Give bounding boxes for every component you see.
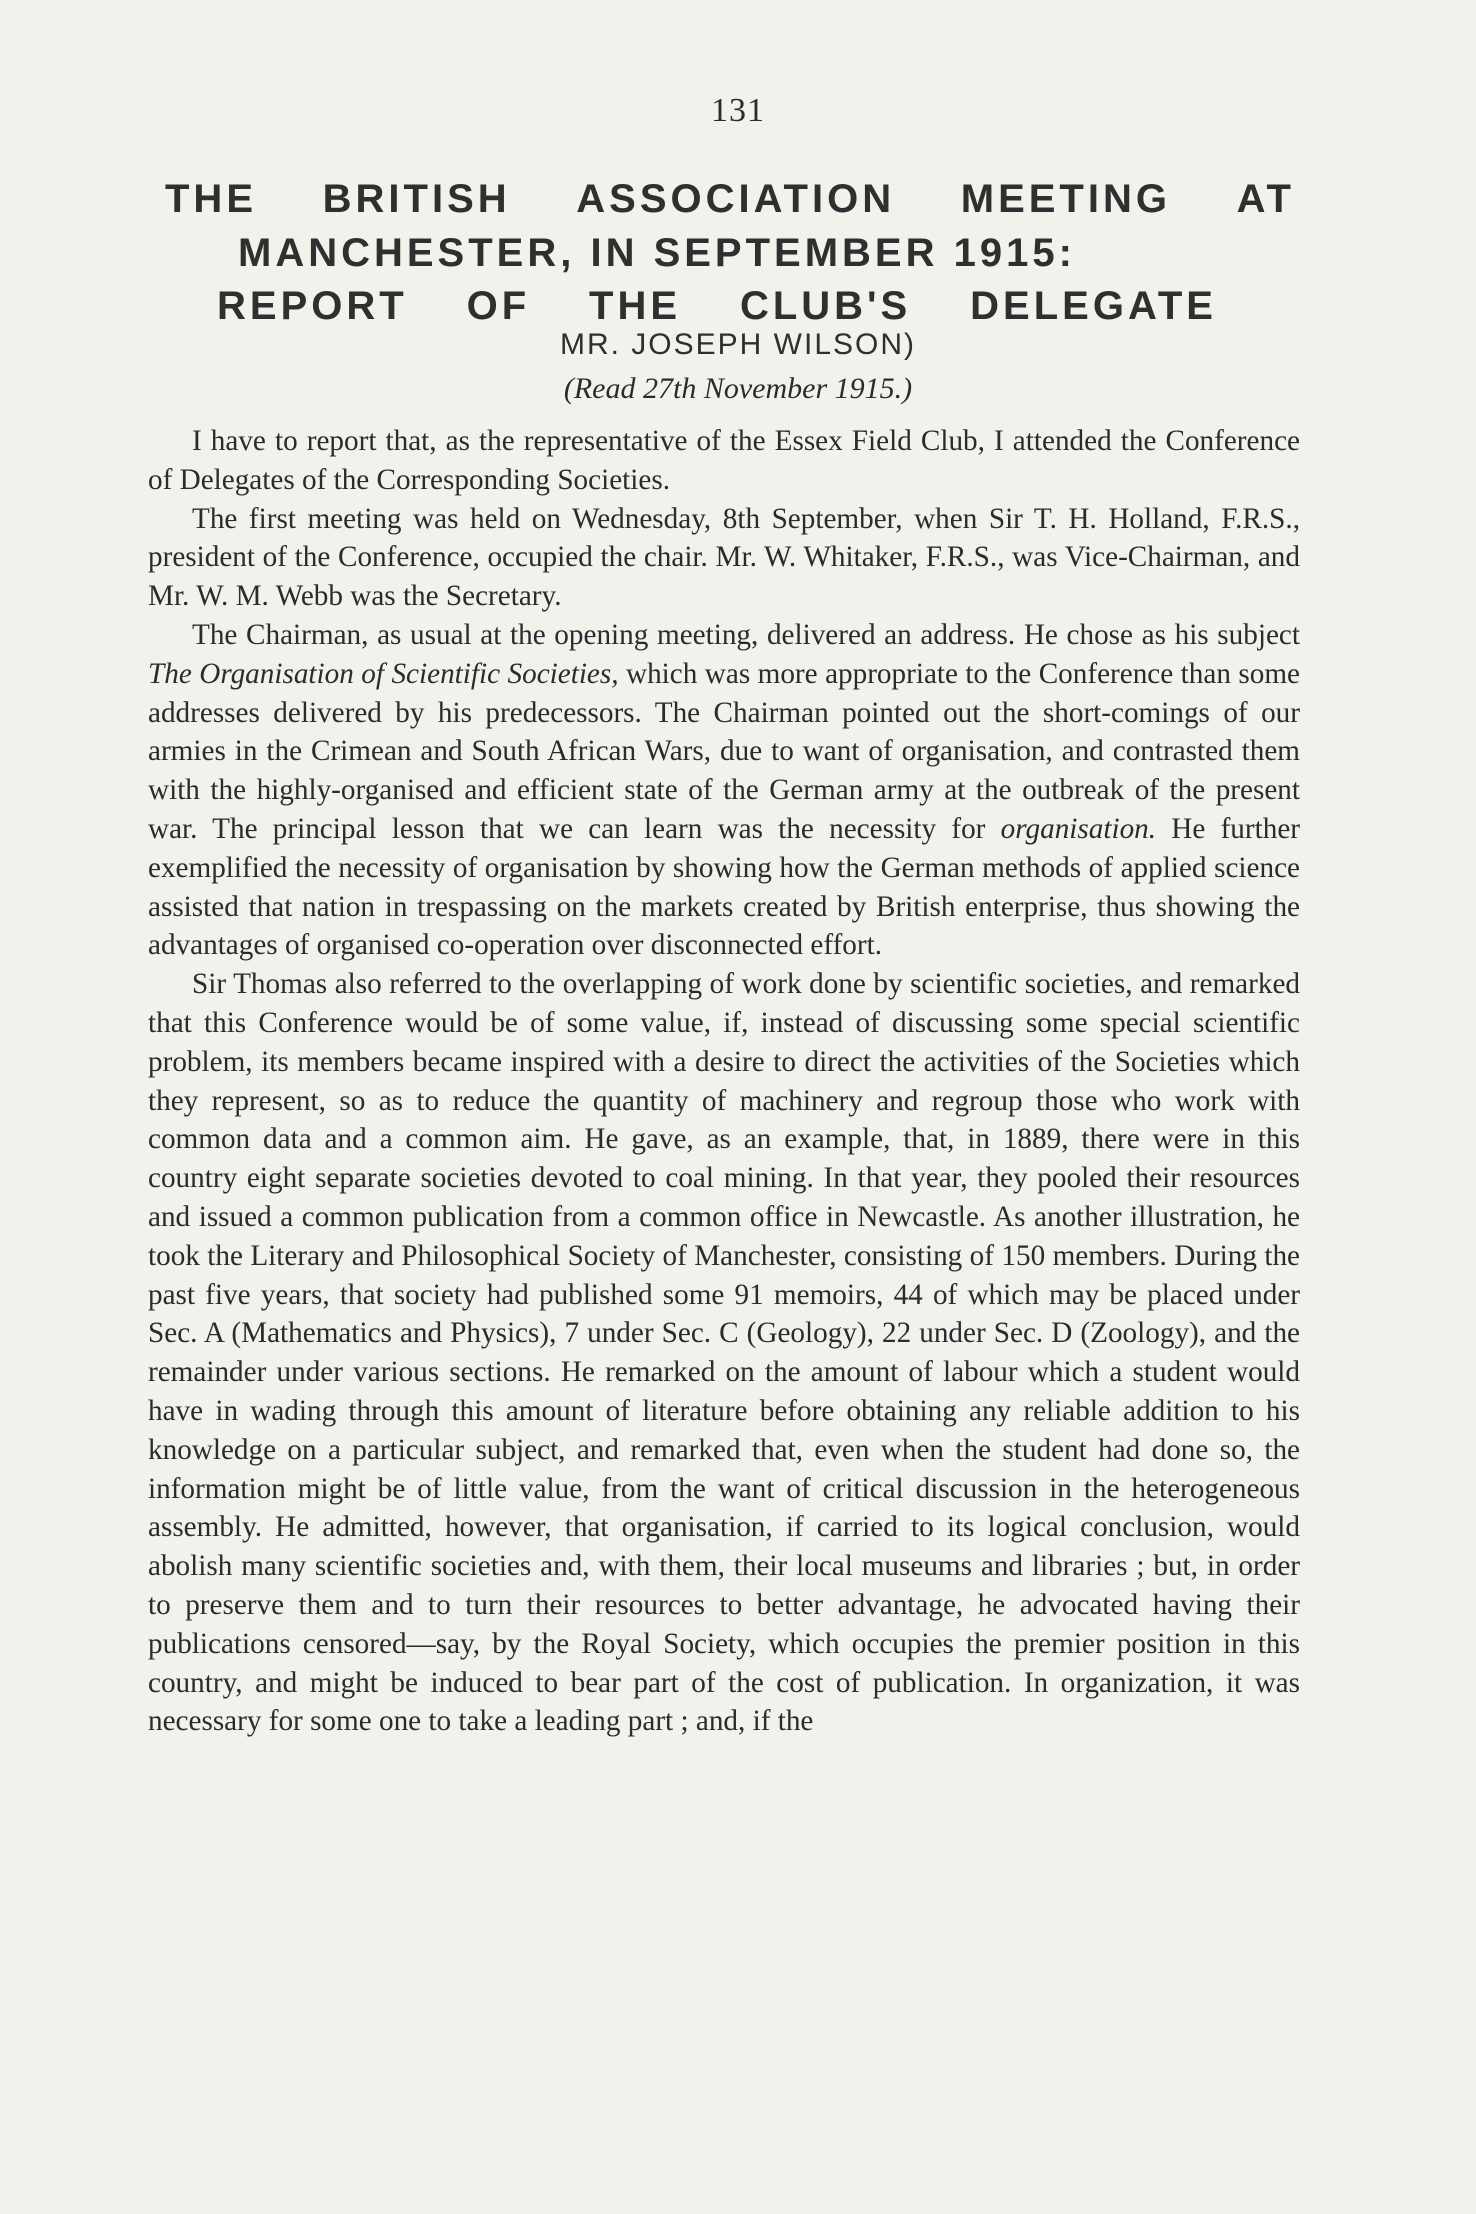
paragraph-1: I have to report that, as the representative of the Essex Field Club, I attended the Conference of Delegates of the Corresponding Societies. — [148, 425, 1300, 496]
body-text — [148, 422, 1300, 1741]
paragraph-4: Sir Thomas also referred to the overlapping of work done by scientific societies, and remarked that this Conference would be of some value, if, instead of discussing some special scientific problem, its members became inspired with a desire to direct the activities of the Societies which they represent, so as to reduce the quantity of machinery and regroup those who work with common data and a common aim. He gave, as an example, that, in 1889, there were in this country eight separate societies devoted to coal mining. In that year, they pooled their resources and issued a common publication from a common office in Newcastle. As another illustration, he took the Literary and Philosophical Society of Manchester, consisting of 150 members. During the past five years, that society had published some 91 memoirs, 44 of which may be placed under Sec. A (Mathematics and Physics), 7 under Sec. C (Geology), 22 under Sec. D (Zoology), and the remainder under various sections. He remarked on the amount of labour which a student would have in wading through this amount of literature before obtaining any reliable addition to his knowledge on a particular subject, and remarked that, even when the student had done so, the information might be of little value, from the want of critical discussion in the heterogeneous assembly. He admitted, however, that organisation, if carried to its logical conclusion, would abolish many scientific societies and, with them, their local museums and libraries ; but, in order to preserve them and to turn their resources to better advantage, he advocated having their publications censored—say, by the Royal Society, which occupies the premier position in this country, and might be induced to bear part of the cost of publication. In organization, it was necessary for some one to take a leading part ; and, if the — [148, 968, 1300, 1738]
title-word: REPORT — [217, 284, 408, 328]
title-line-2: MANCHESTER, IN SEPTEMBER 1915: — [238, 231, 1076, 275]
title-word: ASSOCIATION — [576, 177, 896, 221]
title-word: THE — [165, 177, 257, 221]
title-word: DELEGATE — [970, 284, 1217, 328]
title-word: BRITISH — [322, 177, 511, 221]
title-word: AT — [1236, 177, 1295, 221]
emphasis-organisation: organisation. — [1000, 812, 1157, 845]
title-line-1 — [165, 172, 1295, 226]
read-date: (Read 27th November 1915.) — [563, 372, 913, 405]
title-word: CLUB'S — [739, 284, 912, 328]
page-number: 131 — [711, 92, 765, 129]
title-word: OF — [466, 284, 531, 328]
paragraph-3: The Chairman, as usual at the opening meeting, delivered an address. He chose as his subject The Organisation of Scientific Societies, which was more appropriate to the Conference than some addresses delivered by his predecessors. The Chairman pointed out the short-comings of our armies in the Crimean and South African Wars, due to want of organisation, and contrasted them with the highly-organised and efficient state of the German army at the outbreak of the present war. The principal lesson that we can learn was the necessity for organisation. He further exemplified the necessity of organisation by showing how the German methods of applied science assisted that nation in trespassing on the markets created by British enterprise, thus showing the advantages of organised co-operation over disconnected effort. — [148, 618, 1300, 962]
paragraph-2: The first meeting was held on Wednesday, 8th September, when Sir T. H. Holland, F.R.S., president of the Conference, occupied the chair. Mr. W. Whitaker, F.R.S., was Vice-Chairman, and Mr. W. M. Webb was the Secretary. — [148, 502, 1300, 613]
author-line: MR. JOSEPH WILSON) — [559, 328, 917, 361]
title-word: THE — [589, 284, 682, 328]
title-word: MEETING — [960, 177, 1171, 221]
subject-title: The Organisation of Scientific Societies, — [148, 657, 619, 690]
title-line-3 — [217, 279, 1217, 333]
